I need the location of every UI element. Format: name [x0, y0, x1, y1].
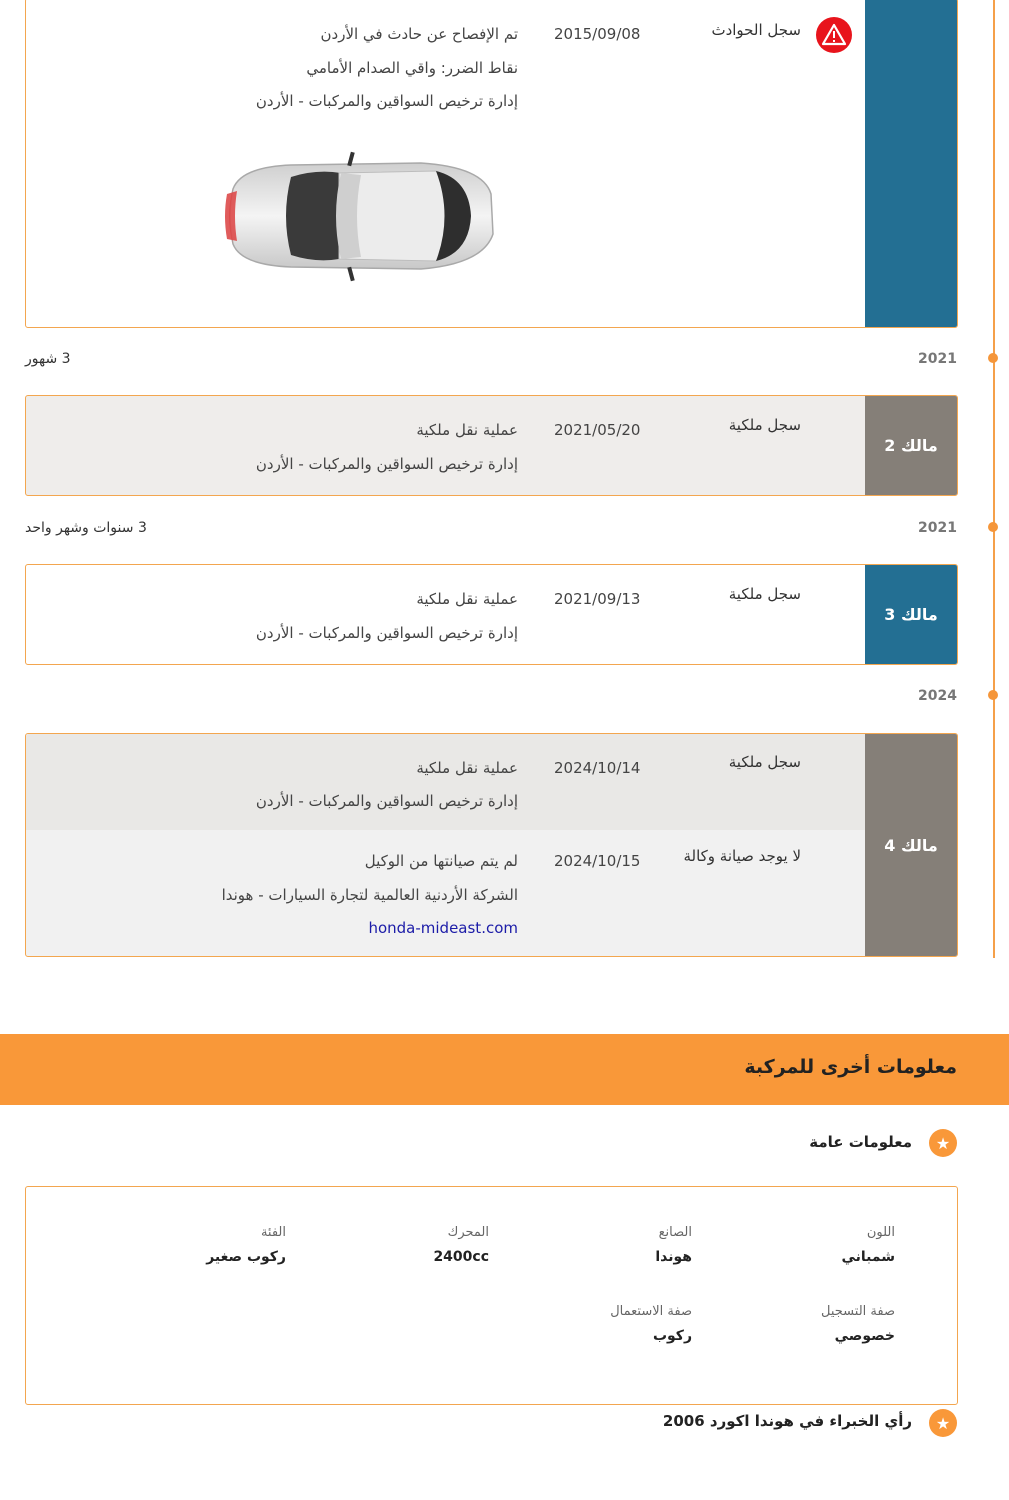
- field-value: 2400cc: [433, 1249, 489, 1265]
- record-line: الشركة الأردنية العالمية لتجارة السيارات - هوندا: [221, 886, 518, 904]
- other-info-header: [0, 1034, 1009, 1105]
- record-line: لم يتم صيانتها من الوكيل: [364, 852, 518, 870]
- field-label: الصانع: [658, 1225, 692, 1240]
- field-label: الفئة: [260, 1225, 286, 1240]
- experts-opinion-title[interactable]: رأي الخبراء في هوندا اكورد 2006: [662, 1412, 912, 1430]
- ownership-duration: 3 سنوات وشهر واحد: [25, 520, 147, 536]
- record-date: 2015/09/08: [554, 25, 641, 43]
- record-date: 2021/09/13: [554, 590, 641, 608]
- record-line: إدارة ترخيص السواقين والمركبات - الأردن: [255, 792, 518, 810]
- record-title: سجل ملكية: [728, 416, 801, 434]
- field-value: خصوصي: [834, 1328, 895, 1344]
- owner-4-card: [25, 733, 958, 957]
- record-title: سجل ملكية: [728, 585, 801, 603]
- timeline-year: 2021: [918, 351, 957, 367]
- record-line: إدارة ترخيص السواقين والمركبات - الأردن: [255, 92, 518, 110]
- timeline-dot: [988, 522, 998, 532]
- record-row-bg: [26, 734, 865, 830]
- record-date: 2024/10/14: [554, 759, 641, 777]
- timeline-year: 2024: [918, 688, 957, 704]
- owner-column: [865, 0, 957, 327]
- record-line: عملية نقل ملكية: [416, 759, 518, 777]
- timeline-line: [993, 0, 995, 958]
- owner-2-card: [25, 395, 958, 496]
- field-value: ركوب صغير: [206, 1249, 286, 1265]
- owner-label: مالك 2: [865, 396, 957, 495]
- record-line: إدارة ترخيص السواقين والمركبات - الأردن: [255, 455, 518, 473]
- field-label: اللون: [866, 1225, 895, 1240]
- field-label: صفة الاستعمال: [610, 1304, 692, 1319]
- warning-icon: [816, 17, 852, 53]
- general-info-card: [25, 1186, 958, 1405]
- timeline-year: 2021: [918, 520, 957, 536]
- record-date: 2024/10/15: [554, 852, 641, 870]
- star-icon: ★: [929, 1409, 957, 1437]
- owner-label: مالك 3: [865, 565, 957, 664]
- car-damage-diagram: [221, 149, 496, 284]
- timeline-dot: [988, 353, 998, 363]
- field-value: هوندا: [655, 1249, 692, 1265]
- accident-record-card: [25, 0, 958, 328]
- record-title: سجل الحوادث: [711, 21, 801, 39]
- record-title: لا يوجد صيانة وكالة: [683, 847, 801, 865]
- general-info-title: معلومات عامة: [809, 1133, 912, 1151]
- field-value: ركوب: [652, 1328, 692, 1344]
- record-line: تم الإفصاح عن حادث في الأردن: [320, 25, 518, 43]
- field-label: المحرك: [447, 1225, 489, 1240]
- owner-3-card: [25, 564, 958, 665]
- record-line: نقاط الضرر: واقي الصدام الأمامي: [306, 59, 518, 77]
- dealer-website-link[interactable]: honda-mideast.com: [368, 919, 518, 937]
- record-line: إدارة ترخيص السواقين والمركبات - الأردن: [255, 624, 518, 642]
- record-title: سجل ملكية: [728, 753, 801, 771]
- field-label: صفة التسجيل: [821, 1304, 895, 1319]
- record-date: 2021/05/20: [554, 421, 641, 439]
- star-icon: ★: [929, 1129, 957, 1157]
- timeline-dot: [988, 690, 998, 700]
- field-value: شمباني: [841, 1249, 895, 1265]
- record-line: عملية نقل ملكية: [416, 421, 518, 439]
- section-title: معلومات أخرى للمركبة: [744, 1056, 957, 1078]
- record-line: عملية نقل ملكية: [416, 590, 518, 608]
- owner-label: مالك 4: [865, 734, 957, 956]
- ownership-duration: 3 شهور: [25, 351, 71, 367]
